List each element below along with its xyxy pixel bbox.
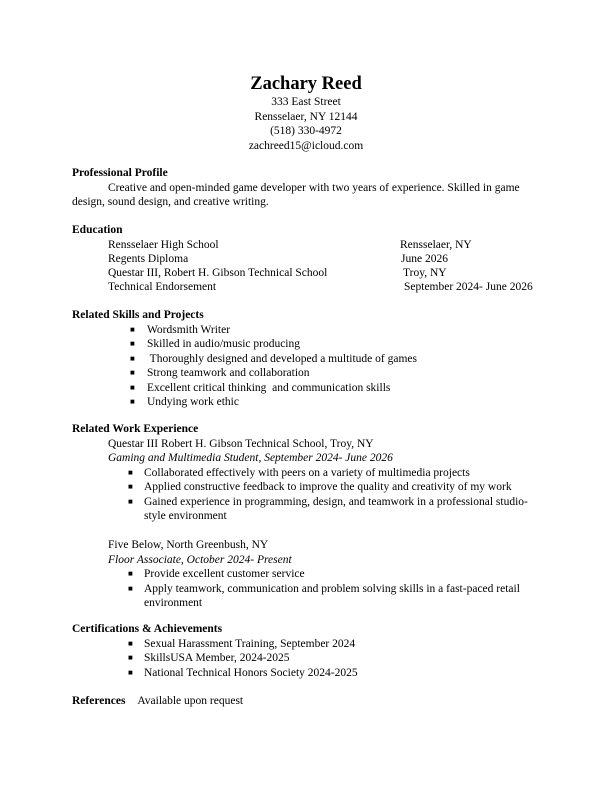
work-title: Related Work Experience: [72, 423, 199, 435]
email-address: zachreed15@icloud.com: [248, 139, 364, 152]
education-detail: Troy, NY: [403, 267, 447, 280]
work-section: [72, 422, 542, 611]
job-bullet-text: Gained experience in programming, design, and teamwork in a professional studio-style environment: [144, 495, 528, 522]
skill-text: Undying work ethic: [147, 396, 239, 408]
bullet-icon: ■: [130, 324, 135, 334]
phone-number: (518) 330-4972: [270, 125, 342, 137]
bullet-icon: ■: [128, 569, 133, 578]
job-role: Floor Associate, October 2024- Present: [108, 553, 292, 566]
skills-section: [72, 308, 542, 410]
references-text: Available upon request: [137, 695, 244, 707]
skills-title: Related Skills and Projects: [72, 309, 204, 321]
job-bullet-text: Applied constructive feedback to improve the quality and creativity of my work: [144, 481, 512, 493]
list-item: [72, 495, 542, 524]
education-item: Technical Endorsement: [108, 281, 217, 294]
education-row: [72, 280, 542, 294]
job-role: Gaming and Multimedia Student, September 2024- June 2026: [108, 452, 393, 464]
bullet-icon: ■: [130, 397, 135, 406]
bullet-icon: ■: [128, 653, 133, 662]
bullet-icon: ■: [128, 467, 133, 477]
skill-text: Wordsmith Writer: [147, 323, 231, 336]
job-bullet-text: Provide excellent customer service: [144, 568, 305, 580]
education-item: Rensselaer High School: [108, 238, 219, 251]
profile-section: [72, 166, 542, 210]
bullet-icon: ■: [128, 496, 133, 506]
list-item: [72, 337, 542, 352]
list-item: [72, 466, 542, 481]
bullet-icon: ■: [130, 382, 135, 392]
education-row: [72, 238, 542, 252]
cert-text: SkillsUSA Member, 2024-2025: [144, 652, 290, 664]
job-bullet-text: Apply teamwork, communication and problem solving skills in a fast-paced retail environment: [144, 582, 520, 609]
bullet-icon: ■: [128, 482, 133, 491]
bullet-icon: ■: [130, 368, 135, 377]
education-detail: June 2026: [401, 252, 448, 265]
job-bullets: [72, 567, 542, 611]
skill-text: Skilled in audio/music producing: [147, 338, 300, 350]
references-section: [72, 694, 542, 709]
profile-title: Professional Profile: [72, 167, 168, 179]
list-item: [72, 323, 542, 338]
skill-text: Thoroughly designed and developed a multitude of games: [147, 352, 417, 365]
job-employer: Five Below, North Greenbush, NY: [108, 539, 269, 551]
list-item: [72, 366, 542, 381]
list-item: [72, 567, 542, 582]
list-item: [72, 480, 542, 495]
profile-text: Creative and open-minded game developer with two years of experience. Skilled in game design, sound design, and creative writing.: [72, 181, 520, 208]
certifications-title: Certifications & Achievements: [72, 623, 223, 635]
bullet-icon: ■: [128, 638, 133, 648]
cert-text: Sexual Harassment Training, September 2024: [144, 637, 356, 650]
bullet-icon: ■: [130, 353, 135, 363]
candidate-name: Zachary Reed: [250, 74, 362, 94]
resume-header: [0, 73, 612, 153]
education-item: Questar III, Robert H. Gibson Technical School: [108, 267, 328, 280]
list-item: [72, 666, 542, 681]
list-item: [72, 582, 542, 611]
street-address: 333 East Street: [271, 96, 341, 108]
skill-text: Strong teamwork and collaboration: [147, 367, 310, 379]
spacer: [72, 524, 542, 539]
education-section: [72, 223, 542, 295]
list-item: [72, 381, 542, 396]
certifications-section: [72, 622, 542, 680]
job-bullet-text: Collaborated effectively with peers on a variety of multimedia projects: [144, 466, 470, 479]
list-item: [72, 395, 542, 410]
list-item: [72, 637, 542, 652]
skill-text: Excellent critical thinking and communication skills: [147, 381, 391, 394]
education-row: [72, 252, 542, 266]
references-label: References: [72, 695, 126, 707]
certifications-list: [72, 637, 542, 681]
bullet-icon: ■: [128, 583, 133, 593]
education-detail: Rensselaer, NY: [400, 238, 472, 251]
cert-text: National Technical Honors Society 2024-2025: [144, 666, 358, 679]
city-state-zip: Rensselaer, NY 12144: [254, 110, 358, 123]
skills-list: [72, 323, 542, 410]
education-row: [72, 266, 542, 280]
education-detail: September 2024- June 2026: [404, 281, 533, 294]
list-item: [72, 352, 542, 367]
education-title: Education: [72, 224, 123, 236]
education-item: Regents Diploma: [108, 252, 189, 265]
bullet-icon: ■: [130, 339, 135, 348]
job-bullets: [72, 466, 542, 524]
bullet-icon: ■: [128, 667, 133, 677]
list-item: [72, 651, 542, 666]
job-employer: Questar III Robert H. Gibson Technical School, Troy, NY: [108, 437, 374, 450]
